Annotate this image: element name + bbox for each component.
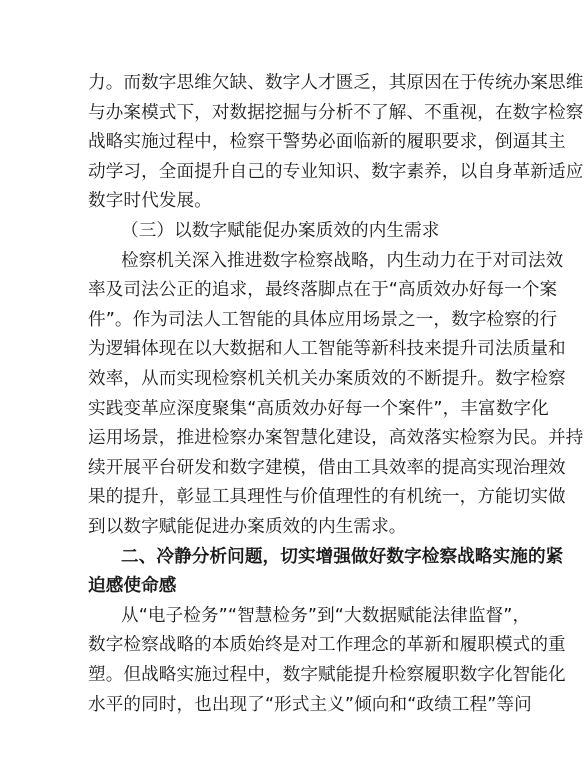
paragraph-line-12: 运用场景，推进检察办案智慧化建设，高效落实检察为民。并持 — [88, 428, 584, 449]
section-heading-line-1: 二、冷静分析问题，切实增强做好数字检察战略实施的紧 — [121, 546, 564, 567]
section-heading-line-2: 迫感使命感 — [88, 576, 177, 597]
paragraph-line-19: 水平的同时，也出现了“形式主义”倾向和“政绩工程”等问 — [88, 694, 532, 715]
paragraph-line-14: 果的提升，彰显工具理性与价值理性的有机统一，方能切实做 — [88, 487, 566, 508]
section-subheading: （三）以数字赋能促办案质效的内生需求 — [121, 221, 440, 241]
paragraph-line-11: 实践变革应深度聚集“高质效办好每一个案件”，丰富数字化 — [88, 398, 549, 419]
paragraph-line-13: 续开展平台研发和数字建模，借由工具效率的提高实现治理效 — [88, 457, 566, 478]
paragraph-line-8: 件”。作为司法人工智能的具体应用场景之一，数字检察的行 — [88, 309, 558, 330]
paragraph-line-15: 到以数字赋能促进办案质效的内生需求。 — [88, 517, 407, 537]
paragraph-line-16: 从“电子检务”“智慧检务”到“大数据赋能法律监督”， — [121, 605, 531, 626]
paragraph-line-6: 检察机关深入推进数字检察战略，内生动力在于对司法效 — [121, 250, 564, 271]
paragraph-line-18: 塑。但战略实施过程中，数字赋能提升检察履职数字化智能化 — [88, 665, 566, 685]
paragraph-line-7: 率及司法公正的追求，最终落脚点在于“高质效办好每一个案 — [88, 280, 558, 301]
paragraph-line-9: 为逻辑体现在以大数据和人工智能等新科技来提升司法质量和 — [88, 339, 566, 360]
paragraph-line-3: 战略实施过程中，检察干警势必面临新的履职要求，倒逼其主 — [88, 132, 566, 153]
paragraph-line-10: 效率，从而实现检察机关机关办案质效的不断提升。数字检察 — [88, 369, 566, 389]
paragraph-line-17: 数字检察战略的本质始终是对工作理念的革新和履职模式的重 — [88, 635, 566, 656]
paragraph-line-5: 数字时代发展。 — [88, 191, 212, 212]
paragraph-line-4: 动学习，全面提升自己的专业知识、数字素养，以自身革新适应 — [88, 161, 584, 182]
paragraph-line-2: 与办案模式下，对数据挖掘与分析不了解、不重视，在数字检察 — [88, 102, 584, 123]
paragraph-line-1: 力。而数字思维欠缺、数字人才匮乏，其原因在于传统办案思维 — [88, 73, 584, 93]
